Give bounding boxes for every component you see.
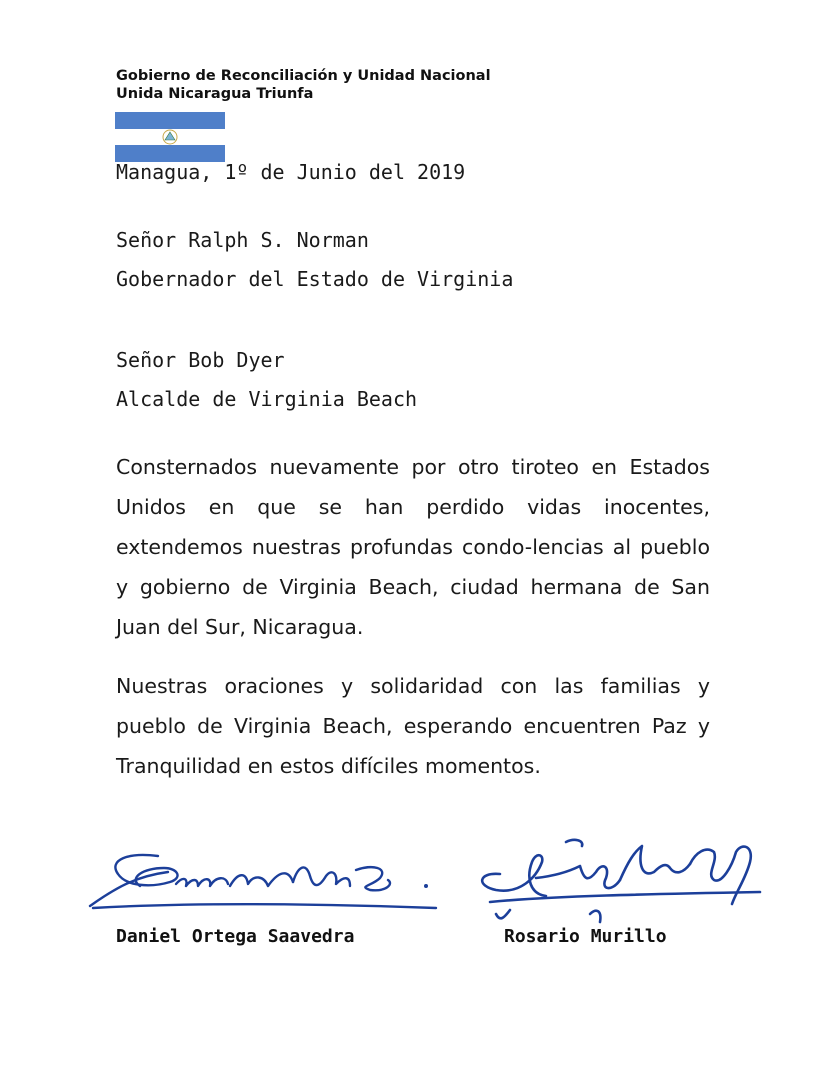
recipient-1-title: Gobernador del Estado de Virginia xyxy=(116,267,514,291)
paragraph-condolences: Consternados nuevamente por otro tiroteo en Estados Unidos en que se han perdido vidas inocentes, extendemos nuestras profundas condo-lencias al pueblo y gobierno de Virginia Beach, ciudad hermana de San Juan del Sur, Nicaragua. xyxy=(116,455,710,639)
paragraph-prayers: Nuestras oraciones y solidaridad con las familias y pueblo de Virginia Beach, esperando encuentren Paz y Tranquilidad en estos difíciles momentos. xyxy=(116,674,710,778)
recipient-1-name: Señor Ralph S. Norman xyxy=(116,228,369,252)
signature-rosario-murillo xyxy=(470,822,770,930)
letter-date: Managua, 1º de Junio del 2019 xyxy=(116,160,466,184)
letterhead-line-2: Unida Nicaragua Triunfa xyxy=(116,86,314,102)
recipient-2-name: Señor Bob Dyer xyxy=(116,348,285,372)
signature-daniel-ortega xyxy=(88,846,443,916)
signatory-1-name: Daniel Ortega Saavedra xyxy=(116,926,355,947)
signatory-2-name: Rosario Murillo xyxy=(504,926,667,947)
nicaragua-flag-icon xyxy=(115,112,225,162)
letterhead-line-1: Gobierno de Reconciliación y Unidad Nacional xyxy=(116,68,491,84)
recipient-2-title: Alcalde de Virginia Beach xyxy=(116,387,418,411)
letterhead xyxy=(116,67,491,103)
